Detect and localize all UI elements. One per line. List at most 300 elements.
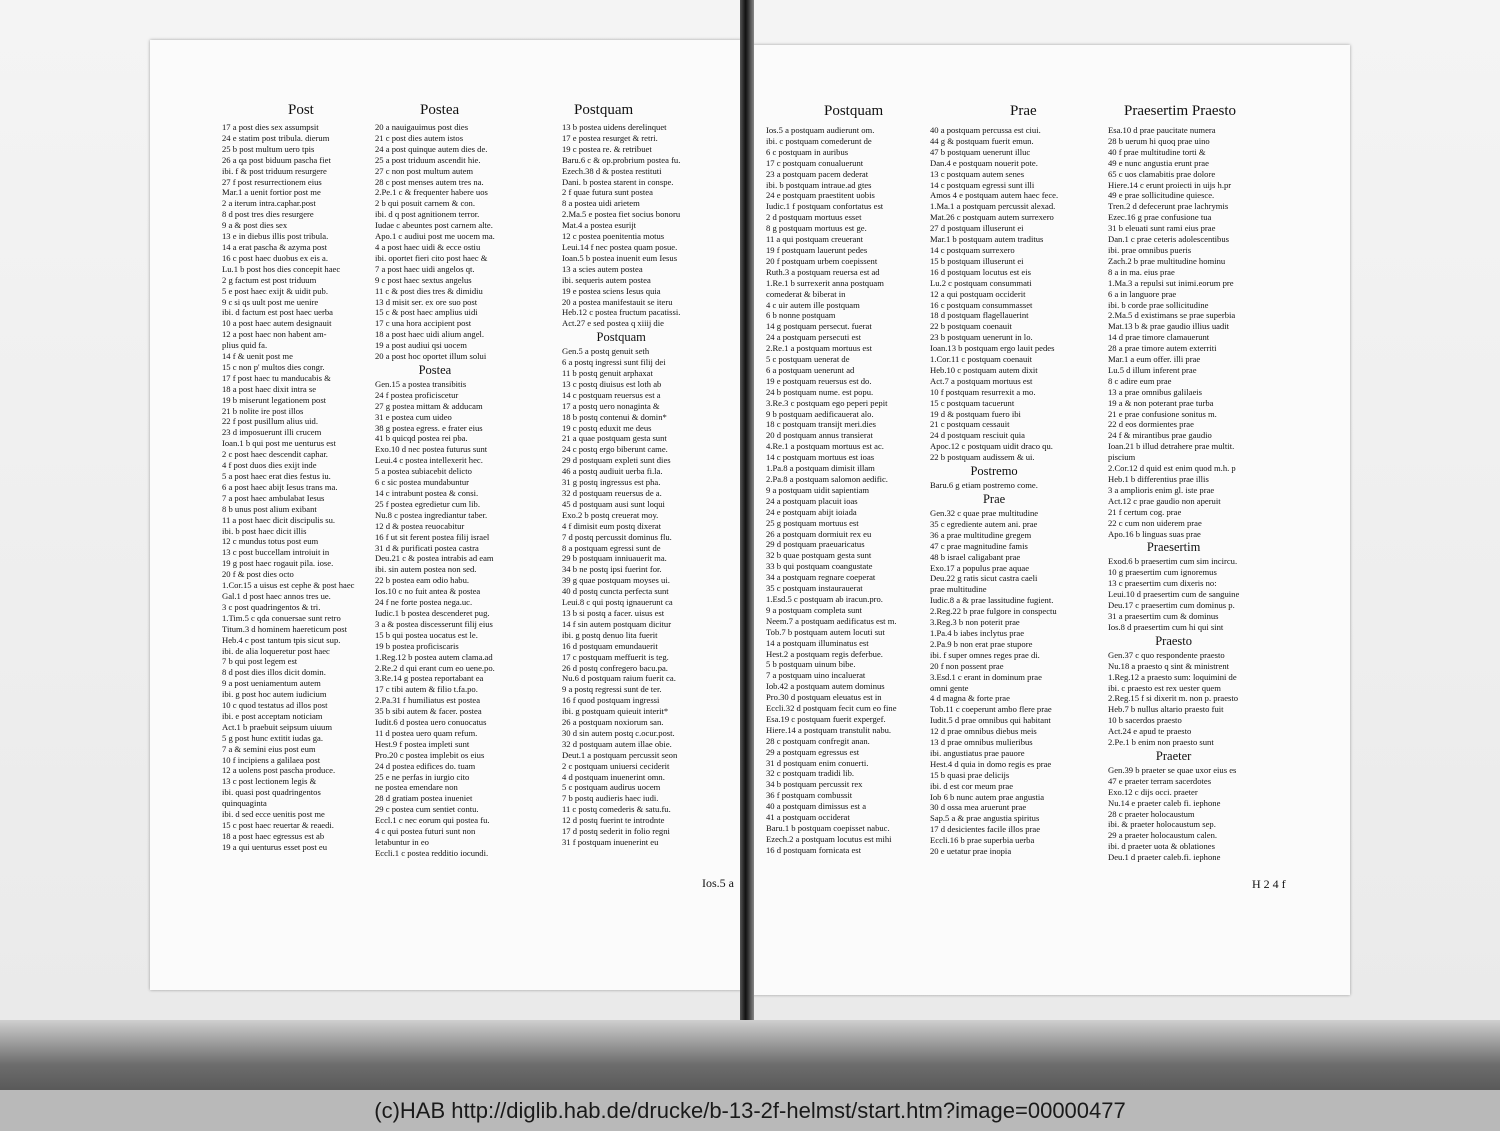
- concordance-entry: ibi. c praesto est rex uester quem: [1108, 682, 1221, 693]
- concordance-entry: Exod.6 b praesertim cum sim incircu.: [1108, 556, 1238, 567]
- concordance-entry: 19 f postquam lauerunt pedes: [766, 244, 868, 255]
- concordance-entry: 35 c egrediente autem ani. prae: [930, 518, 1038, 529]
- concordance-entry: 6 a postquam uenerunt ad: [766, 364, 855, 375]
- concordance-entry: 1.Esd.5 c postquam ab iracun.pro.: [766, 593, 883, 604]
- concordance-entry: Apo.1 c audiui post me uocem ma.: [375, 231, 495, 242]
- concordance-entry: 17 a post dies sex assumpsit: [222, 122, 319, 132]
- concordance-entry: 9 a postquam uidit sapientiam: [766, 484, 870, 495]
- concordance-entry: 22 b postea eam odio habu.: [375, 575, 470, 586]
- concordance-entry: Gen.39 b praeter se quae uxor eius es: [1108, 764, 1237, 775]
- concordance-entry: 16 d postquam fornicata est: [766, 844, 861, 855]
- concordance-entry: 15 b qui postea uocatus est le.: [375, 629, 478, 640]
- concordance-entry: 14 a postquam illuminatus est: [766, 637, 869, 648]
- section-heading: Praesertim: [1146, 540, 1201, 555]
- header-praesertim-praesto: Praesertim Praesto: [1124, 103, 1237, 119]
- concordance-entry: 8 d post tres dies resurgere: [222, 209, 314, 220]
- concordance-entry: 2.Pa.8 a postquam salomon aedific.: [766, 474, 888, 484]
- concordance-entry: ibi. sequeris autem postea: [562, 274, 651, 285]
- concordance-entry: 11 a post haec dicit discipulis su.: [222, 514, 336, 525]
- concordance-entry: 5 e post haec exijt & uidit pub.: [222, 285, 328, 296]
- concordance-entry: ibi. g postquam quieuit interit*: [562, 706, 669, 717]
- concordance-entry: 24 f ne forte postea nega.uc.: [375, 597, 473, 608]
- concordance-entry: Gen.15 a postea transibitis: [375, 378, 467, 389]
- concordance-entry: 13 b postea uidens derelinquet: [562, 122, 667, 132]
- concordance-entry: 49 e nunc angustia erunt prae: [1108, 157, 1209, 168]
- concordance-entry: 2.Ma.5 e postea fiet socius bonoru: [562, 209, 681, 220]
- concordance-entry: Leui.4 c postea intellexerit hec.: [375, 455, 483, 466]
- concordance-entry: 2 c postquam uniuersi ceciderit: [562, 760, 670, 771]
- concordance-entry: 10 c quod testatus ad illos post: [222, 700, 328, 711]
- concordance-entry: 17 e postea resurget & retri.: [562, 132, 658, 143]
- concordance-entry: 47 c prae magnitudine famis: [930, 540, 1028, 551]
- concordance-entry: 18 c postquam transijt meri.dies: [766, 419, 877, 430]
- concordance-entry: Mar.1 a eum offer. illi prae: [1108, 354, 1201, 365]
- concordance-entry: prae multitudine: [930, 584, 987, 595]
- concordance-entry: 21 b nolite ire post illos: [222, 405, 304, 416]
- concordance-entry: 6 a postq ingressi sunt filij dei: [562, 357, 666, 368]
- concordance-entry: Eccli.32 d postquam fecit cum eo fine: [766, 703, 897, 714]
- concordance-entry: 24 f & mirantibus prae gaudio: [1108, 430, 1212, 441]
- concordance-entry: 31 e postea cum uideo: [375, 411, 452, 422]
- concordance-entry: Iudic.8 a & prae lassitudine fugient.: [930, 595, 1054, 606]
- concordance-entry: 6 b nonne postquam: [766, 310, 836, 321]
- right-column-1: [766, 125, 897, 856]
- concordance-entry: 32 d postquam reuersus de a.: [562, 488, 662, 498]
- concordance-entry: 25 a post triduum ascendit hie.: [375, 154, 481, 165]
- concordance-entry: ibi. b post haec dicit illis: [222, 525, 307, 536]
- concordance-entry: 12 d postq fuerint te introdnte: [562, 815, 665, 826]
- concordance-entry: 35 b sibi autem & facer. postea: [375, 706, 482, 717]
- concordance-entry: 13 c post lectionem legis &: [222, 776, 317, 787]
- concordance-entry: Exo.12 c dijs occi. praeter: [1108, 786, 1198, 797]
- concordance-entry: 3.Esd.1 c erant in dominum prae: [930, 671, 1042, 682]
- concordance-entry: Leui.8 c qui postq ignauerunt ca: [562, 597, 673, 608]
- concordance-entry: 4 d magna & forte prae: [930, 693, 1010, 704]
- concordance-entry: Mat.13 b & prae gaudio illius uadit: [1108, 321, 1230, 332]
- concordance-entry: 17 d desicientes facile illos prae: [930, 824, 1041, 835]
- concordance-entry: Dani. b postea starent in conspe.: [562, 176, 674, 187]
- concordance-entry: 31 g postq ingressus est pha.: [562, 477, 661, 488]
- section-heading: Postremo: [970, 464, 1018, 479]
- concordance-entry: ibi. de alia loqueretur post haec: [222, 645, 330, 656]
- concordance-entry: Lu.2 c postquam consummati: [930, 277, 1032, 288]
- concordance-entry: 26 a postquam noxiorum san.: [562, 717, 664, 728]
- concordance-entry: Dan.4 e postquam nouerit pote.: [930, 157, 1038, 168]
- concordance-entry: 21 c postquam cessauit: [930, 419, 1010, 430]
- concordance-entry: 20 d postquam annus transierat: [766, 430, 873, 441]
- concordance-entry: 16 f quod postquam ingressi: [562, 695, 660, 706]
- concordance-entry: ibi. g post hoc autem iudicium: [222, 689, 327, 700]
- concordance-entry: 6 c sic postea mundabuntur: [375, 477, 470, 488]
- concordance-entry: 10 g praesertim cum ignoremus: [1108, 567, 1217, 578]
- concordance-entry: ibi. prae omnibus pueris: [1108, 244, 1192, 255]
- concordance-entry: omni gente: [930, 682, 969, 693]
- concordance-entry: 38 g postea egress. e frater eius: [375, 422, 483, 433]
- concordance-entry: 1.Pa.4 b iabes inclytus prae: [930, 627, 1025, 638]
- header-postea: Postea: [420, 102, 460, 118]
- concordance-entry: 18 a post haec egressus est ab: [222, 830, 325, 841]
- concordance-entry: 28 c post menses autem tres na.: [375, 176, 484, 187]
- concordance-entry: ibi. c postquam comederunt de: [766, 135, 872, 146]
- concordance-entry: 34 b postquam percussit rex: [766, 779, 863, 790]
- concordance-entry: letabuntur in eo: [375, 837, 429, 847]
- concordance-entry: 14 c postquam egressi sunt illi: [930, 179, 1035, 190]
- concordance-entry: 31 a praesertim cum & dominus: [1108, 610, 1219, 621]
- concordance-entry: 8 b unus post alium exibant: [222, 503, 317, 514]
- concordance-entry: Baru.1 b postquam coepisset nabuc.: [766, 823, 890, 833]
- header-postquam: Postquam: [574, 102, 634, 118]
- concordance-entry: Esa.19 c postquam fuerit expergef.: [766, 713, 886, 724]
- header-post: Post: [288, 102, 314, 118]
- concordance-entry: Leui.14 f nec postea quam posue.: [562, 241, 678, 252]
- concordance-entry: 24 d postquam resciuit quia: [930, 430, 1025, 441]
- concordance-entry: ibi. d praeter uota & oblationes: [1108, 841, 1215, 852]
- section-heading: Postea: [418, 362, 452, 377]
- concordance-entry: Gal.1 d post haec annos tres ue.: [222, 590, 331, 601]
- concordance-entry: ibi. quasi post quadringentos: [222, 787, 321, 798]
- concordance-entry: 18 a post haec dixit intra se: [222, 383, 317, 394]
- concordance-entry: 7 a post haec ambulabat Iesus: [222, 492, 325, 503]
- concordance-entry: Dan.1 c prae ceteris adolescentibus: [1108, 234, 1229, 245]
- concordance-entry: 12 c mundus totus post eum: [222, 536, 319, 547]
- concordance-entry: 5 c postquam uenerat de: [766, 354, 850, 365]
- concordance-entry: 27 d postquam illuserunt ei: [930, 223, 1024, 234]
- concordance-entry: 2.Pe.1 c & frequenter habere uos: [375, 187, 488, 198]
- concordance-entry: 24 f postea proficiscetur: [375, 389, 459, 400]
- concordance-entry: 11 c & post dies tres & dimidiu: [375, 285, 483, 296]
- concordance-entry: 19 a & non poterant prae turba: [1108, 397, 1214, 408]
- concordance-entry: ibi. f & post triduum resurgere: [222, 165, 327, 176]
- concordance-entry: 27 g postea mittam & adducam: [375, 400, 483, 411]
- concordance-entry: 7 a & semini eius post eum: [222, 743, 316, 754]
- concordance-entry: 7 d postq percussit dominus flu.: [562, 531, 672, 542]
- concordance-entry: 29 b postquam inniuauerit ma.: [562, 553, 667, 564]
- folio-mark-left: Ios.5 a: [702, 876, 734, 890]
- concordance-entry: 21 f certum cog. prae: [1108, 506, 1182, 517]
- concordance-entry: 19 a post audiui qsi uocem: [375, 340, 467, 351]
- concordance-entry: 28 d gratiam postea inueniet: [375, 793, 473, 804]
- concordance-entry: Eccl.1 c nec eorum qui postea fu.: [375, 815, 490, 826]
- concordance-entry: 16 d postquam locutus est eis: [930, 266, 1031, 277]
- concordance-entry: 12 d & postea reuocabitur: [375, 520, 465, 531]
- concordance-entry: 24 a post quinque autem dies de.: [375, 143, 488, 154]
- section-heading: Praesto: [1155, 633, 1193, 648]
- concordance-entry: 12 a uolens post pascha produce.: [222, 765, 336, 776]
- concordance-entry: 20 f postquam urbem coepissent: [766, 255, 878, 266]
- concordance-entry: 35 c postquam instaurauerat: [766, 583, 863, 594]
- concordance-entry: 47 b postquam uenerunt illuc: [930, 146, 1031, 157]
- concordance-entry: ibi. b postquam intraue.ad gtes: [766, 179, 872, 190]
- concordance-entry: 5 a postea subiacebit delicto: [375, 466, 472, 477]
- concordance-entry: Ioan.1 b qui post me uenturus est: [222, 438, 336, 449]
- concordance-entry: 33 b qui postquam coangustate: [766, 561, 873, 572]
- concordance-entry: 3 c post quadringentos & tri.: [222, 601, 321, 612]
- concordance-entry: Gen.5 a postq genuit seth: [562, 346, 650, 357]
- concordance-entry: 22 b postquam audissem & ui.: [930, 452, 1035, 463]
- concordance-entry: 12 a qui postquam occiderit: [930, 288, 1026, 299]
- concordance-entry: 9 c post haec sextus angelus: [375, 274, 472, 285]
- concordance-entry: plius quid fa.: [222, 340, 268, 351]
- concordance-entry: Hiere.14 c erunt proiecti in uijs h.pr: [1108, 179, 1232, 190]
- concordance-entry: 3.Re.14 g postea reportabant ea: [375, 673, 484, 684]
- concordance-entry: 44 g & postquam fuerit emun.: [930, 135, 1034, 146]
- concordance-entry: 17 c tibi autem & filio t.fa.po.: [375, 684, 478, 695]
- concordance-entry: Heb.1 b differentius prae illis: [1108, 474, 1209, 484]
- concordance-entry: Mat.4 a postea esurijt: [562, 220, 636, 231]
- concordance-entry: Baru.6 g etiam postremo come.: [930, 480, 1038, 491]
- concordance-entry: 2 d postquam mortuus esset: [766, 212, 862, 223]
- concordance-entry: ibi. d q post agnitionem terror.: [375, 209, 480, 220]
- concordance-entry: Deu.1 d praeter caleb.fi. iephone: [1108, 852, 1221, 863]
- concordance-entry: 24 e postquam praestitent uobis: [766, 190, 875, 201]
- concordance-entry: 31 b eleuati sunt rami eius prae: [1108, 223, 1216, 234]
- section-heading: Praeter: [1155, 748, 1192, 763]
- concordance-entry: 14 f & uenit post me: [222, 351, 293, 362]
- concordance-entry: 40 a postquam dimissus est a: [766, 801, 867, 812]
- right-column-2: [930, 125, 1058, 857]
- concordance-entry: 2.Ma.5 d existimans se prae superbia: [1108, 310, 1236, 321]
- concordance-entry: Act.24 e apud te praesto: [1108, 726, 1192, 737]
- concordance-entry: 12 d prae omnibus diebus meis: [930, 726, 1037, 737]
- concordance-entry: 11 d postea uero quam refum.: [375, 727, 478, 738]
- concordance-entry: 41 b quicqd postea rei pba.: [375, 433, 468, 444]
- concordance-entry: Mar.1 b postquam autem traditus: [930, 234, 1044, 245]
- concordance-entry: Nu.18 a praesto q sint & ministrent: [1108, 660, 1230, 671]
- concordance-entry: Hest.2 a postquam regis deferbue.: [766, 648, 883, 659]
- concordance-entry: Mar.1 a uenit fortior post me: [222, 187, 321, 198]
- concordance-entry: 22 b postquam coenauit: [930, 321, 1012, 332]
- header-prae: Prae: [1010, 103, 1037, 119]
- concordance-entry: 8 a in ma. eius prae: [1108, 266, 1175, 277]
- concordance-entry: 9 a post ueniamentum autem: [222, 678, 321, 689]
- concordance-entry: 13 a prae omnibus galilaeis: [1108, 386, 1203, 397]
- folio-mark-right: H 2 4 f: [1252, 877, 1286, 891]
- concordance-entry: 13 c praesertim cum dixeris no:: [1108, 578, 1217, 589]
- concordance-entry: 22 d eos dormientes prae: [1108, 419, 1194, 430]
- concordance-entry: ibi. e post acceptam noticiam: [222, 710, 323, 721]
- concordance-entry: 40 a postquam percussa est ciui.: [930, 125, 1041, 135]
- concordance-entry: Act.27 e sed postea q xiiij die: [562, 318, 664, 329]
- concordance-entry: 5 a post haec erat dies festus iu.: [222, 471, 331, 481]
- concordance-entry: 15 b quasi prae delicijs: [930, 769, 1010, 780]
- concordance-entry: 2.Reg.15 f si dixerit m. non p. praesto: [1108, 693, 1239, 704]
- concordance-entry: Deu.17 c praesertim cum dominus p.: [1108, 600, 1235, 611]
- concordance-entry: 7 b qui post legem est: [222, 656, 298, 667]
- concordance-entry: 9 b postquam aedificauerat alo.: [766, 408, 874, 419]
- concordance-entry: Act.7 a postquam mortuus est: [930, 375, 1033, 386]
- right-column-3: [1108, 125, 1239, 863]
- concordance-entry: Amos 4 e postquam autem haec fece.: [930, 190, 1059, 201]
- concordance-entry: 28 c praeter holocaustum: [1108, 808, 1195, 819]
- concordance-entry: 14 c postquam mortuus est ioas: [766, 452, 875, 463]
- concordance-entry: Sap.5 a & prae angustia spiritus: [930, 813, 1040, 824]
- concordance-entry: 19 c postq eduxit me deus: [562, 422, 652, 433]
- concordance-entry: Ios.5 a postquam audierunt om.: [766, 125, 875, 135]
- concordance-entry: Gen.32 c quae prae multitudine: [930, 508, 1039, 518]
- concordance-entry: 8 d post dies illos dicit domin.: [222, 667, 326, 678]
- concordance-entry: 2 f quae futura sunt postea: [562, 187, 653, 198]
- concordance-entry: 14 d prae timore clamauerunt: [1108, 332, 1210, 343]
- concordance-entry: Ioan.21 b illud detrahere prae multit.: [1108, 441, 1235, 452]
- concordance-entry: 3 a & postea discesserunt filij eius: [375, 618, 493, 629]
- concordance-entry: Nu.6 d postquam raium fuerit ca.: [562, 673, 676, 684]
- concordance-entry: 19 g post haec rogauit pila. iose.: [222, 558, 334, 569]
- concordance-entry: 17 d postq sederit in folio regni: [562, 826, 670, 837]
- concordance-entry: 2.Cor.12 d quid est enim quod m.h. p: [1108, 463, 1236, 474]
- concordance-entry: Exo.17 a populus prae aquae: [930, 562, 1030, 573]
- concordance-entry: 28 a prae timore autem exterriti: [1108, 343, 1217, 354]
- concordance-entry: 30 d sin autem postq c.ocur.post.: [562, 727, 675, 738]
- concordance-entry: 27 f post resurrectionem eius: [222, 176, 322, 187]
- concordance-entry: 45 d postquam ausi sunt loqui: [562, 498, 665, 509]
- concordance-entry: 2 g factum est post triduum: [222, 274, 317, 285]
- concordance-entry: Hest.4 d quia in domo regis es prae: [930, 758, 1052, 769]
- concordance-entry: 25 g postquam mortuus est: [766, 517, 859, 528]
- concordance-entry: 16 d postquam emundauerit: [562, 640, 658, 651]
- concordance-entry: ibi. g postq denuo lita fuerit: [562, 629, 658, 640]
- concordance-entry: 25 b post multum uero tpis: [222, 143, 315, 154]
- concordance-entry: Pro.30 d postquam eleuatus est in: [766, 692, 882, 703]
- concordance-entry: 29 c postea cum sentiet contu.: [375, 804, 479, 815]
- concordance-entry: ibi. sin autem postea non sed.: [375, 564, 477, 575]
- concordance-entry: 13 e in diebus illis post tribula.: [222, 231, 329, 242]
- concordance-entry: Mat.26 c postquam autem surrexero: [930, 212, 1054, 223]
- concordance-entry: 20 f & post dies octo: [222, 569, 294, 580]
- concordance-entry: 21 a quae postquam gesta sunt: [562, 433, 667, 444]
- concordance-entry: 14 g postquam persecut. fuerat: [766, 321, 872, 332]
- concordance-entry: Neem.7 a postquam aedificatus est m.: [766, 615, 897, 626]
- concordance-entry: 13 d prae omnibus mulieribus: [930, 737, 1033, 748]
- concordance-entry: 7 b postq audieris haec iudi.: [562, 793, 659, 804]
- concordance-entry: Deu.22 g ratis sicut castra caeli: [930, 573, 1038, 584]
- concordance-entry: 4 c uir autem ille postquam: [766, 299, 860, 310]
- concordance-entry: 19 c postea re. & retribuet: [562, 143, 652, 154]
- concordance-entry: 13 b si postq a facer. uisus est: [562, 607, 665, 618]
- concordance-entry: 29 a praeter holocaustum calen.: [1108, 830, 1218, 841]
- concordance-entry: 1.Re.1 b surrexerit anna postquam: [766, 277, 884, 288]
- concordance-entry: 6 a post haec abijt Iesus trans ma.: [222, 481, 338, 492]
- concordance-entry: 19 b postea proficiscaris: [375, 640, 459, 651]
- concordance-entry: 23 a postquam pacem dederat: [766, 168, 869, 179]
- concordance-entry: Titum.3 d hominem haereticum post: [222, 623, 347, 634]
- concordance-entry: Iudic.1 b postea descenderet pug.: [375, 607, 490, 618]
- concordance-entry: 30 d ossa mea aruerunt prae: [930, 802, 1027, 813]
- concordance-entry: 28 b uerum hi quoq prae uino: [1108, 135, 1210, 146]
- concordance-entry: 1.Ma.3 a repulsi sut inimi.eorum pre: [1108, 277, 1234, 288]
- concordance-entry: Leui.10 d praesertim cum de sanguine: [1108, 589, 1240, 600]
- concordance-entry: 39 g quae postquam moyses ui.: [562, 575, 670, 586]
- concordance-entry: 2 a iterum intra.caphar.post: [222, 198, 316, 209]
- concordance-entry: ibi. b corde prae sollicitudine: [1108, 299, 1209, 310]
- concordance-entry: 2.Pa.9 b non erat prae stupore: [930, 638, 1033, 649]
- concordance-entry: 5 g post hunc extitit iudas ga.: [222, 732, 323, 743]
- concordance-entry: 3.Reg.3 b non poterit prae: [930, 617, 1020, 628]
- concordance-entry: 24 b postquam nume. est popu.: [766, 386, 874, 397]
- concordance-entry: 1.Cor.15 a uisus est cephe & post haec: [222, 580, 355, 591]
- concordance-entry: 1.Reg.12 b postea autem clama.ad: [375, 651, 493, 662]
- concordance-entry: 31 d postquam enim conuerti.: [766, 757, 869, 768]
- concordance-entry: Exo.2 b postq creuerat moy.: [562, 509, 659, 520]
- concordance-entry: 10 f postquam resurrexit a mo.: [930, 386, 1036, 397]
- left-column-1: [222, 122, 354, 853]
- concordance-entry: 22 c cum non uiderem prae: [1108, 517, 1202, 528]
- concordance-entry: Act.12 c prae gaudio non aperuit: [1108, 495, 1221, 506]
- concordance-entry: 1.Reg.12 a praesto sum: loquimini de: [1108, 671, 1237, 682]
- concordance-entry: 13 c postquam autem senes: [930, 168, 1025, 179]
- concordance-entry: 17 c postquam meffuerit is teg.: [562, 651, 669, 662]
- concordance-entry: 21 e prae confusione sonitus m.: [1108, 408, 1217, 419]
- concordance-entry: Ios.10 c no fuit antea & postea: [375, 586, 481, 597]
- concordance-entry: 47 e praeter terram sacerdotes: [1108, 775, 1212, 786]
- concordance-entry: Heb.12 c postea fructum pacatissi.: [562, 307, 681, 318]
- concordance-entry: 16 c postquam consummasset: [930, 299, 1033, 310]
- concordance-entry: Iob.42 a postquam autem dominus: [766, 681, 885, 692]
- concordance-entry: 8 a postea uidi arietem: [562, 198, 640, 209]
- concordance-entry: 13 c postq diuisus est loth ab: [562, 378, 662, 389]
- concordance-entry: 24 a postquam persecuti est: [766, 332, 861, 343]
- concordance-entry: Lu.1 b post hos dies concepit haec: [222, 263, 341, 274]
- concordance-entry: 32 b quae postquam gesta sunt: [766, 550, 872, 561]
- concordance-entry: 24 a postquam placuit ioas: [766, 495, 858, 506]
- concordance-entry: 18 b postq contenui & domin*: [562, 411, 667, 422]
- concordance-entry: 4 f post duos dies exijt inde: [222, 460, 317, 471]
- concordance-entry: 18 d postquam flagellauerint: [930, 310, 1029, 321]
- concordance-entry: 41 a postquam occiderat: [766, 812, 850, 823]
- concordance-entry: Heb.4 c post tantum tpis sicut sup.: [222, 634, 341, 645]
- concordance-entry: 19 e postea sciens Iesus quia: [562, 285, 661, 296]
- book-gutter: [740, 0, 754, 1030]
- concordance-entry: 24 c postq ergo biberunt came.: [562, 444, 668, 455]
- concordance-entry: 17 f post haec tu manducabis &: [222, 372, 331, 383]
- concordance-entry: 19 d & postquam fuero ibi: [930, 408, 1021, 419]
- concordance-entry: 5 c postquam audirus uocem: [562, 782, 661, 793]
- concordance-entry: 26 d postq confregero bacu.pa.: [562, 662, 668, 673]
- concordance-entry: 27 c non post multum autem: [375, 165, 474, 176]
- concordance-entry: 29 a postquam egressus est: [766, 746, 860, 757]
- concordance-entry: Ruth.3 a postquam reuersa est ad: [766, 266, 880, 277]
- concordance-entry: 7 a postquam uino incaluerat: [766, 670, 866, 681]
- concordance-entry: 2 b qui posuit carnem & con.: [375, 198, 476, 209]
- concordance-entry: 15 c & post haec amplius uidi: [375, 307, 478, 318]
- concordance-entry: 46 a postq audiuit uerba fi.la.: [562, 466, 663, 477]
- concordance-entry: 2.Pe.1 b enim non praesto sunt: [1108, 737, 1214, 748]
- concordance-entry: 4 c qui postea futuri sunt non: [375, 826, 476, 837]
- concordance-entry: ibi. angustiatus prae pauore: [930, 747, 1025, 758]
- concordance-entry: Ezech.38 d & postea restituti: [562, 165, 662, 176]
- concordance-entry: Deu.21 c & postea intrabis ad eam: [375, 553, 494, 564]
- concordance-entry: 26 a postquam dormiuit rex eu: [766, 528, 872, 539]
- concordance-entry: 19 b miserunt legationem post: [222, 394, 327, 405]
- concordance-entry: 13 a scies autem postea: [562, 263, 643, 274]
- concordance-entry: Iudit.5 d prae omnibus qui habitant: [930, 715, 1051, 726]
- concordance-entry: Deut.1 a postquam percussit seon: [562, 749, 678, 760]
- concordance-entry: quinquaginta: [222, 798, 267, 809]
- concordance-entry: 32 d postquam autem illae obie.: [562, 738, 672, 749]
- concordance-entry: Eccli.16 b prae superbia uerba: [930, 835, 1035, 846]
- concordance-entry: 2 c post haec descendit caphar.: [222, 449, 328, 460]
- concordance-entry: 29 d postquam expleti sunt dies: [562, 455, 671, 466]
- concordance-entry: 11 a qui postquam creuerant: [766, 234, 864, 245]
- concordance-entry: 31 d & purificati postea castra: [375, 542, 479, 553]
- concordance-entry: 19 e postquam reuersus est do.: [766, 375, 872, 386]
- concordance-entry: 19 a qui uenturus esset post eu: [222, 841, 328, 852]
- concordance-entry: Iob 6 b nunc autem prae angustia: [930, 791, 1045, 802]
- concordance-entry: 2.Pa.31 f humiliatus est postea: [375, 695, 481, 706]
- concordance-entry: 24 d postea edifices do. tuam: [375, 760, 476, 771]
- concordance-entry: 1.Ma.1 a postquam percussit alexad.: [930, 201, 1056, 212]
- concordance-entry: 25 e ne perfas in iurgio cito: [375, 771, 470, 782]
- concordance-entry: 4 a post haec uidi & ecce ostiu: [375, 241, 481, 252]
